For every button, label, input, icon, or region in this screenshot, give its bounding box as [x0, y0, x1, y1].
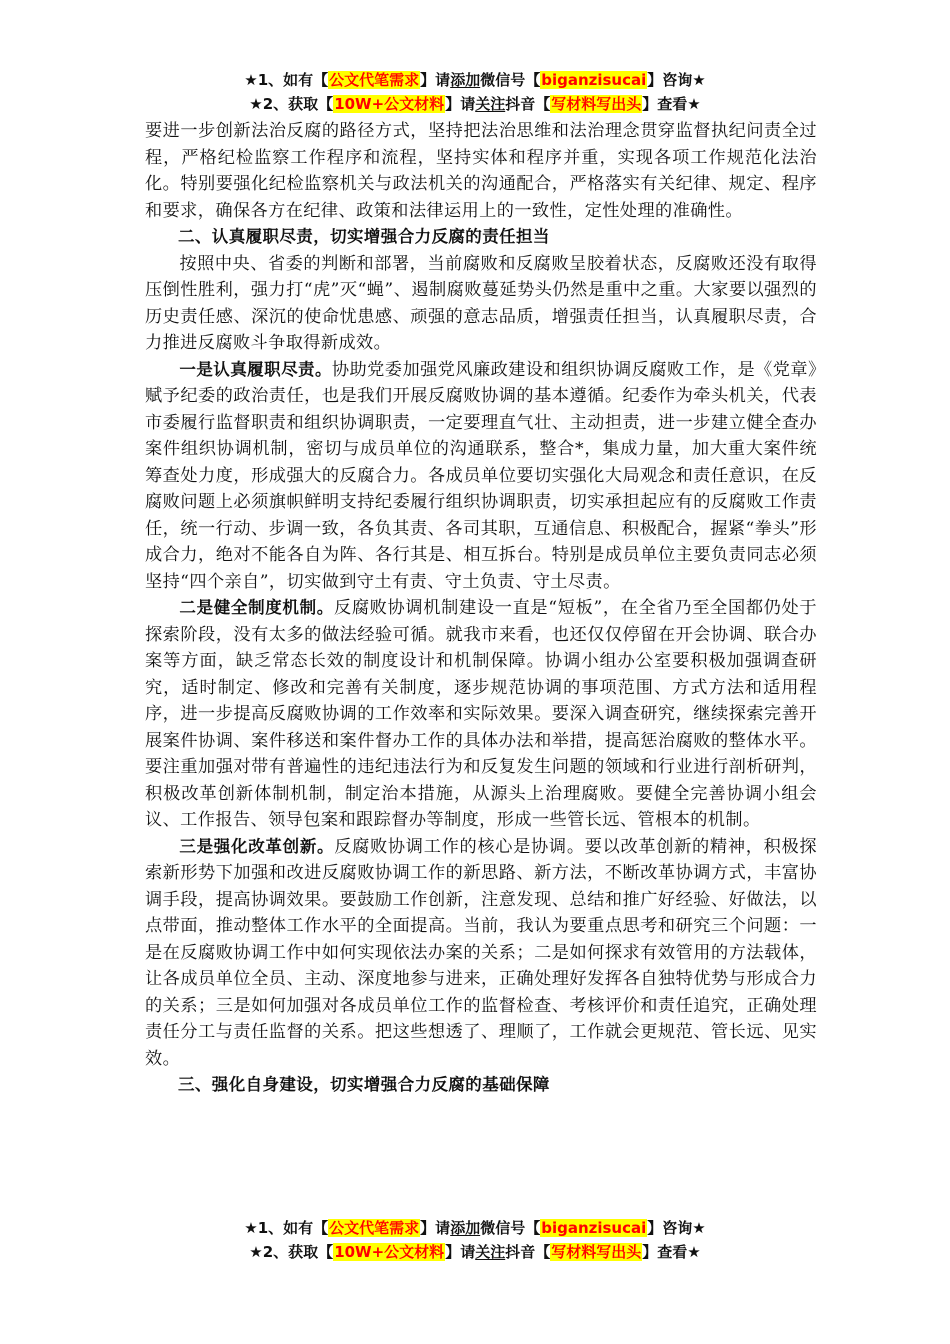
promo-highlight: 10W+公文材料	[334, 95, 445, 113]
promo-text: 】请	[420, 71, 451, 89]
paragraph-text: 协助党委加强党风廉政建设和组织协调反腐败工作，是《党章》赋予纪委的政治责任，也是我们开展反腐败协调的基本遵循。纪委作为牵头机关，代表市委履行监督职责和组织协调职责，一定要理直气壮、主动担责，进一步建立健全查办案件组织协调机制，密切与成员单位的沟通联系，整合*，集成力量，加大重大案件统筹查处力度，形成强大的反腐合力。各成员单位要切实强化大局观念和责任意识，在反腐败问题上必须旗帜鲜明支持纪委履行组织协调职责，切实承担起应有的反腐败工作责任，统一行动、步调一致，各负其责、各司其职，互通信息、积极配合，握紧“拳头”形成合力，绝对不能各自为阵、各行其是、相互拆台。特别是成员单位主要负责同志必须坚持“四个亲自”，切实做到守土有责、守土负责、守土尽责。	[145, 359, 817, 592]
promo-douyin-account: 写材料写出头	[551, 95, 642, 113]
promo-underline: 添加	[450, 1219, 481, 1237]
promo-text: 】请	[420, 1219, 451, 1237]
promo-highlight: 公文代笔需求	[329, 71, 420, 89]
promo-highlight: 10W+公文材料	[334, 1243, 445, 1261]
promo-underline: 关注	[475, 95, 506, 113]
promo-text: 】咨询★	[647, 71, 706, 89]
paragraph-lead: 三是强化改革创新。	[179, 836, 335, 856]
promo-text: ★2、获取【	[249, 1243, 334, 1261]
promo-text: 】请	[445, 95, 476, 113]
promo-text: 抖音【	[505, 95, 551, 113]
promo-wechat-id: biganzisucai	[541, 1219, 647, 1237]
paragraph-text: 反腐败协调工作的核心是协调。要以改革创新的精神，积极探索新形势下加强和改进反腐败协调工作的新思路、新方法，不断改革协调方式，丰富协调手段，提高协调效果。要鼓励工作创新，注意发现、总结和推广好经验、好做法，以点带面，推动整体工作水平的全面提高。当前，我认为要重点思考和研究三个问题：一是在反腐败协调工作中如何实现依法办案的关系；二是如何探求有效管用的方法载体，让各成员单位全员、主动、深度地参与进来，正确处理好发挥各自独特优势与形成合力的关系；三是如何加强对各成员单位工作的监督检查、考核评价和责任追究，正确处理责任分工与责任监督的关系。把这些想透了、理顺了，工作就会更规范、管长远、见实效。	[145, 836, 817, 1069]
promo-text: 抖音【	[505, 1243, 551, 1261]
promo-text: ★1、如有【	[244, 1219, 329, 1237]
promo-text: 】请	[445, 1243, 476, 1261]
promo-underline: 添加	[450, 71, 481, 89]
promo-text: ★1、如有【	[244, 71, 329, 89]
paragraph-lead: 一是认真履职尽责。	[179, 359, 332, 379]
promo-line-1	[0, 68, 950, 92]
promo-wechat-id: biganzisucai	[541, 71, 647, 89]
paragraph-text: 反腐败协调机制建设一直是“短板”，在全省乃至全国都仍处于探索阶段，没有太多的做法经验可循。就我市来看，也还仅仅停留在开会协调、联合办案等方面，缺乏常态长效的制度设计和机制保障。协调小组办公室要积极加强调查研究，适时制定、修改和完善有关制度，逐步规范协调的事项范围、方式方法和适用程序，进一步提高反腐败协调的工作效率和实际效果。要深入调查研究，继续探索完善开展案件协调、案件移送和案件督办工作的具体办法和举措，提高惩治腐败的整体水平。要注重加强对带有普遍性的违纪违法行为和反复发生问题的领域和行业进行剖析研判，积极改革创新体制机制，制定治本措施，从源头上治理腐败。要健全完善协调小组会议、工作报告、领导包案和跟踪督办等制度，形成一些管长远、管根本的机制。	[145, 598, 817, 830]
promo-banner-top	[0, 68, 950, 116]
body-paragraph: 按照中央、省委的判断和部署，当前腐败和反腐败呈胶着状态，反腐败还没有取得压倒性胜利，强力打“虎”灭“蝇”、遏制腐败蔓延势头仍然是重中之重。大家要以强烈的历史责任感、深沉的使命忧患感、顽强的意志品质，增强责任担当，认真履职尽责，合力推进反腐败斗争取得新成效。	[145, 253, 817, 353]
promo-douyin-account: 写材料写出头	[551, 1243, 642, 1261]
body-paragraph	[145, 834, 817, 1073]
promo-banner-bottom	[0, 1216, 950, 1264]
paragraph-lead: 二是健全制度机制。	[179, 598, 334, 617]
promo-line-2	[0, 92, 950, 116]
body-paragraph: 要进一步创新法治反腐的路径方式，坚持把法治思维和法治理念贯穿监督执纪问责全过程，严格纪检监察工作程序和流程，坚持实体和程序并重，实现各项工作规范化法治化。特别要强化纪检监察机关与政法机关的沟通配合，严格落实有关纪律、规定、程序和要求，确保各方在纪律、政策和法律运用上的一致性，定性处理的准确性。	[145, 121, 817, 221]
document-body	[145, 118, 817, 1099]
section-heading-2: 二、认真履职尽责，切实增强合力反腐的责任担当	[178, 227, 550, 246]
promo-text: 微信号【	[480, 1219, 541, 1237]
body-paragraph	[145, 357, 817, 596]
section-heading-3: 三、强化自身建设，切实增强合力反腐的基础保障	[178, 1075, 550, 1094]
promo-highlight: 公文代笔需求	[329, 1219, 420, 1237]
body-paragraph	[145, 595, 817, 834]
promo-line-2	[0, 1240, 950, 1264]
promo-text: 】查看★	[642, 1243, 701, 1261]
promo-text: 微信号【	[480, 71, 541, 89]
promo-line-1	[0, 1216, 950, 1240]
promo-underline: 关注	[475, 1243, 506, 1261]
promo-text: 】查看★	[642, 95, 701, 113]
promo-text: 】咨询★	[647, 1219, 706, 1237]
promo-text: ★2、获取【	[249, 95, 334, 113]
